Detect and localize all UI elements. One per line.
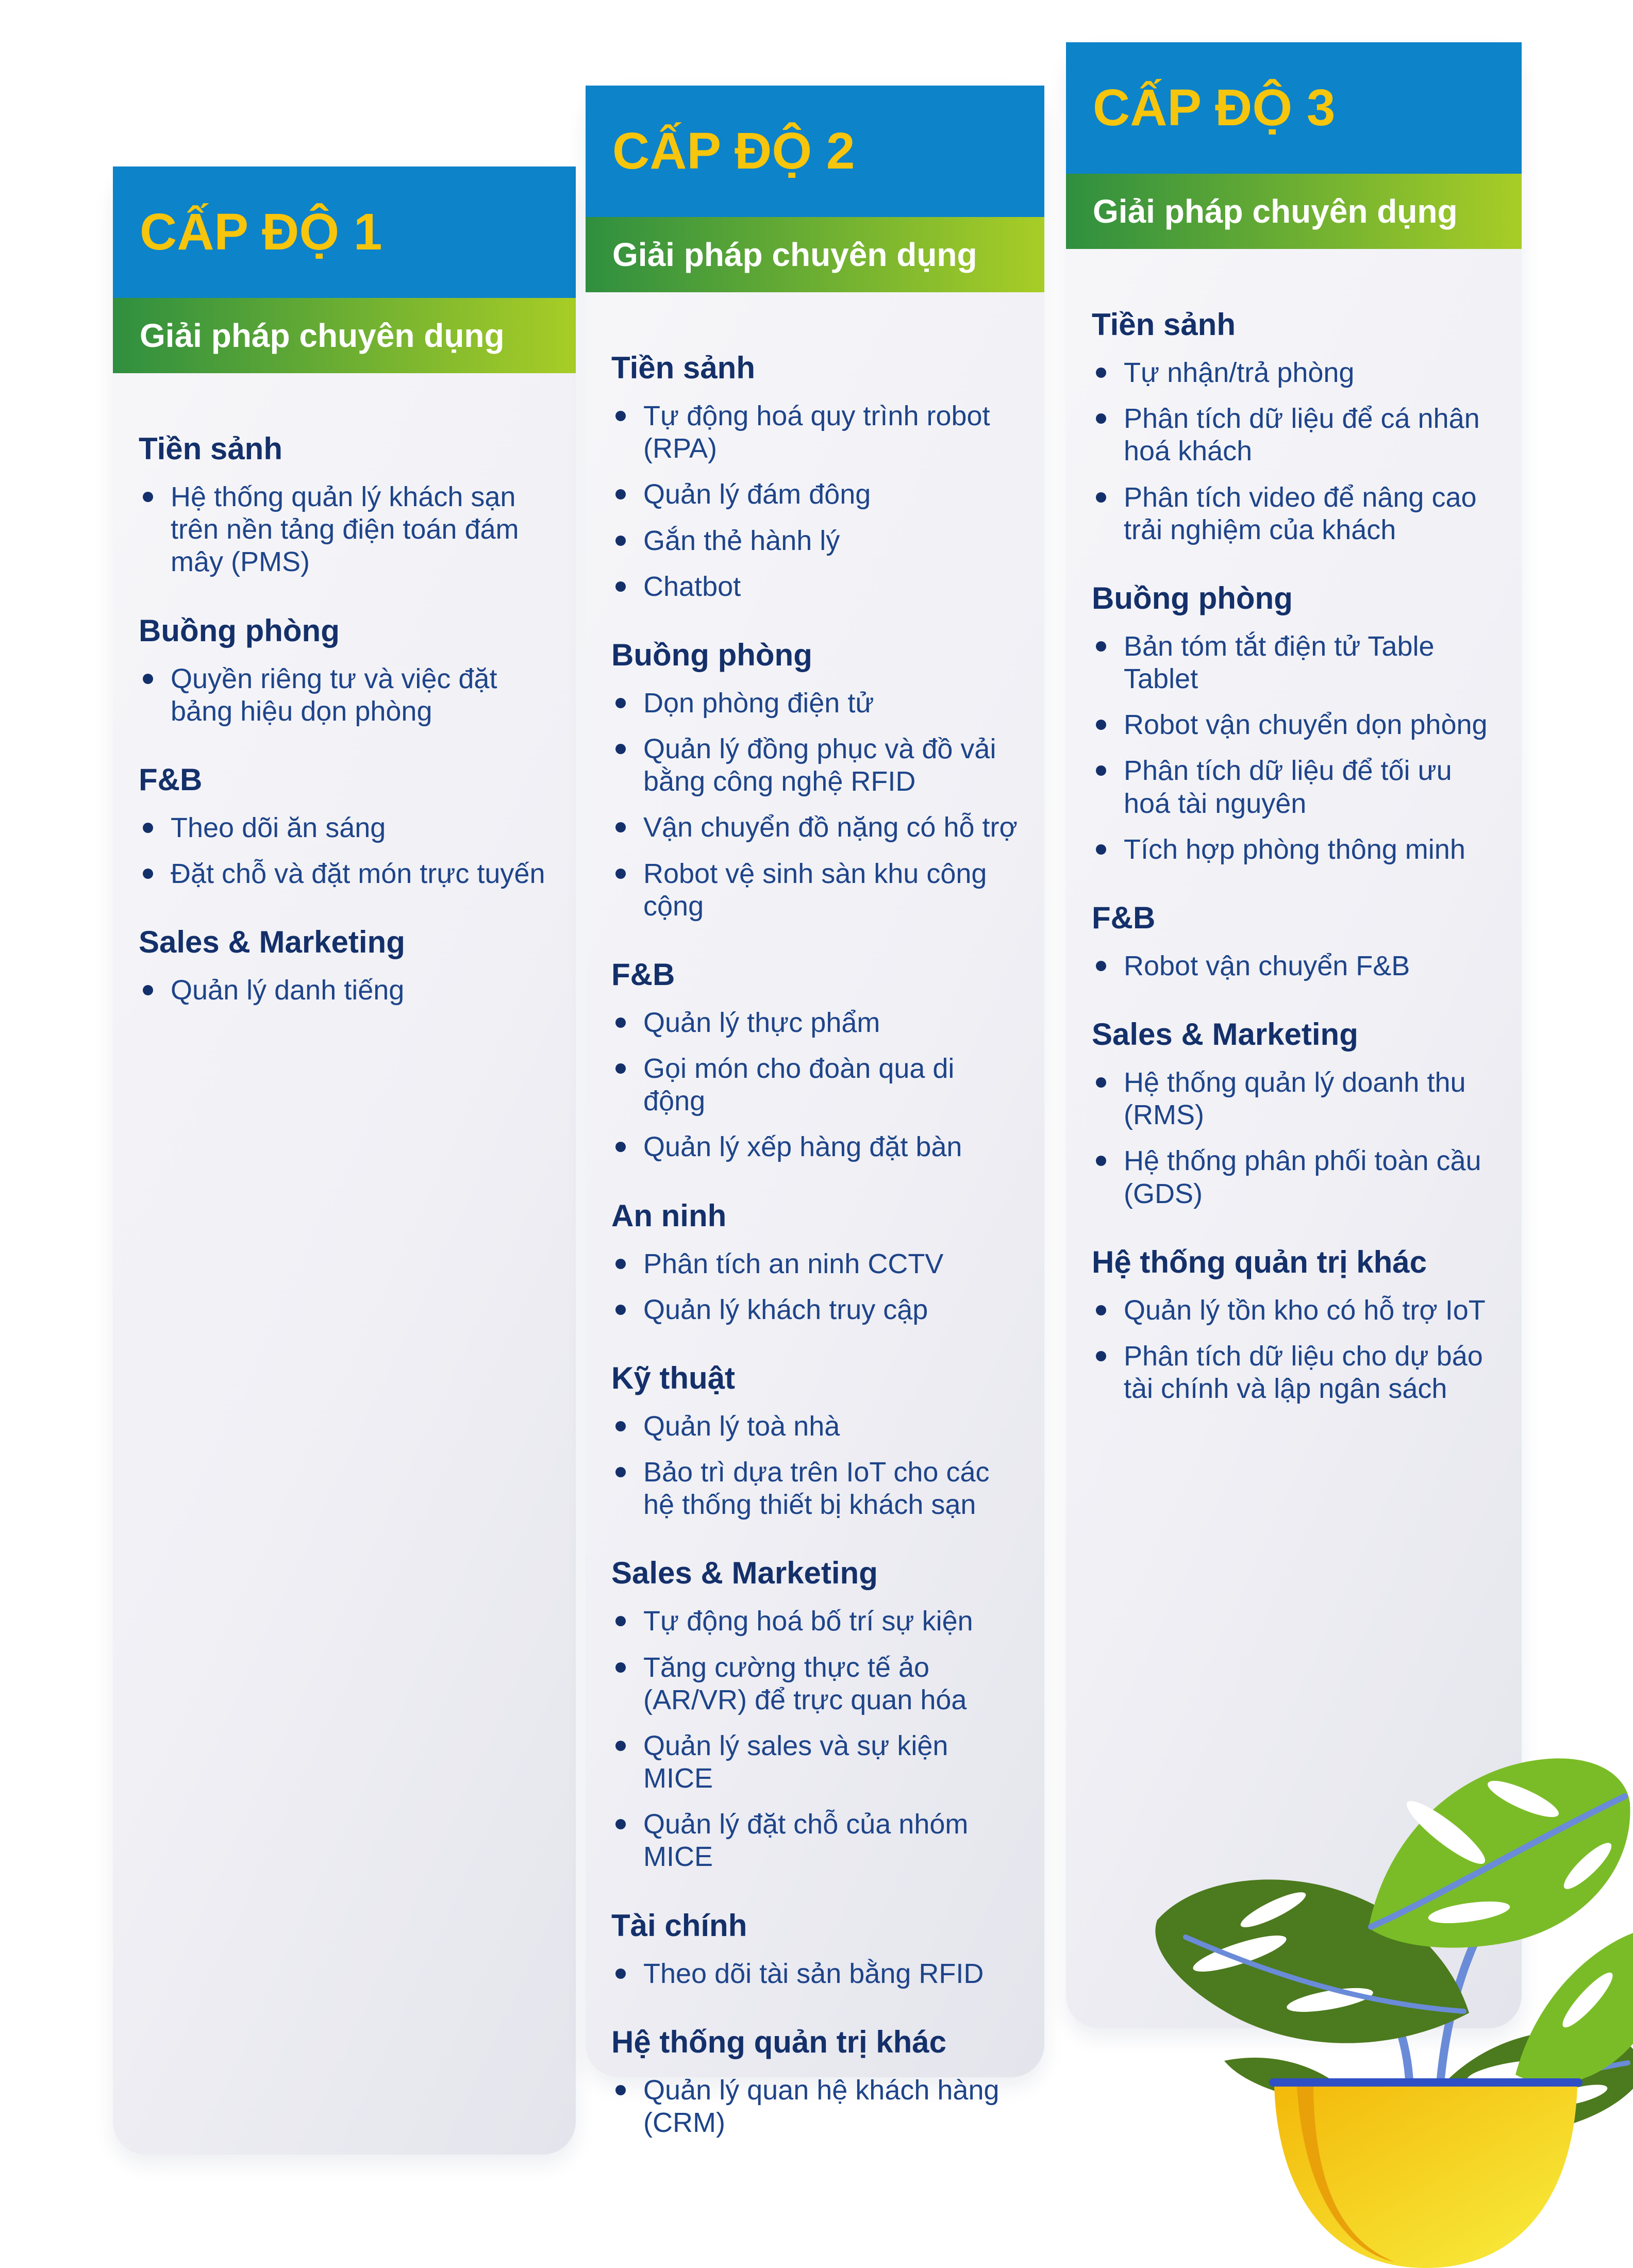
bullet-dot-icon	[1096, 961, 1106, 971]
bullet-dot-icon	[1096, 844, 1106, 855]
solution-text: Tích hợp phòng thông minh	[1124, 833, 1465, 865]
solution-text: Phân tích video để nâng cao trải nghiệm của khách	[1124, 481, 1477, 545]
solution-text: Quản lý toà nhà	[643, 1410, 840, 1442]
solution-list	[611, 1248, 1020, 1326]
bullet-dot-icon	[615, 698, 626, 708]
solution-list	[1092, 950, 1497, 982]
solution-text: Phân tích dữ liệu để tối ưu hoá tài nguyên	[1124, 755, 1452, 819]
solution-text: Hệ thống quản lý doanh thu (RMS)	[1124, 1067, 1466, 1131]
level-subtitle: Giải pháp chuyên dụng	[140, 317, 505, 354]
solution-item	[611, 478, 1020, 511]
solution-text: Tự động hoá bố trí sự kiện	[643, 1606, 973, 1637]
bullet-dot-icon	[615, 1662, 626, 1673]
category-heading: F&B	[611, 957, 675, 992]
solution-text: Chatbot	[643, 571, 741, 602]
category-heading: Hệ thống quản trị khác	[1092, 1244, 1427, 1279]
bullet-dot-icon	[615, 1142, 626, 1152]
solution-item	[1092, 1145, 1497, 1210]
solution-text: Gắn thẻ hành lý	[643, 525, 840, 556]
solution-text: Quản lý đặt chỗ của nhóm MICE	[643, 1809, 969, 1873]
bullet-dot-icon	[615, 869, 626, 879]
solution-text: Tăng cường thực tế ảo (AR/VR) để trực quan hóa	[643, 1652, 967, 1715]
solution-text: Phân tích dữ liệu để cá nhân hoá khách	[1124, 403, 1480, 467]
category-heading: Tài chính	[611, 1908, 747, 1943]
solution-item	[611, 858, 1020, 923]
bullet-dot-icon	[615, 489, 626, 499]
bullet-dot-icon	[615, 1063, 626, 1074]
solution-item	[1092, 630, 1497, 695]
solution-list	[139, 974, 551, 1007]
solution-item	[1092, 709, 1497, 741]
solution-list	[611, 1007, 1020, 1164]
solution-list	[611, 687, 1020, 923]
solution-list	[139, 481, 551, 579]
category-section	[611, 957, 1020, 1164]
bullet-dot-icon	[1096, 1351, 1106, 1361]
bullet-dot-icon	[143, 985, 153, 995]
bullet-dot-icon	[615, 1305, 626, 1315]
category-heading: Sales & Marketing	[1092, 1017, 1358, 1052]
bullet-dot-icon	[615, 822, 626, 832]
category-heading: Sales & Marketing	[139, 925, 405, 960]
bullet-dot-icon	[1096, 720, 1106, 730]
solution-text: Robot vệ sinh sàn khu công cộng	[643, 858, 987, 922]
solution-text: Quản lý danh tiếng	[171, 975, 405, 1006]
bullet-dot-icon	[615, 2085, 626, 2095]
solution-item	[1092, 357, 1497, 389]
solution-list	[139, 812, 551, 890]
solution-item	[611, 733, 1020, 798]
solution-item	[1092, 1340, 1497, 1405]
solution-item	[1092, 403, 1497, 468]
category-heading: Sales & Marketing	[611, 1556, 878, 1591]
solution-item	[611, 811, 1020, 844]
solution-list	[611, 400, 1020, 603]
level-subtitle-bar	[113, 298, 576, 373]
solution-item	[611, 1131, 1020, 1163]
level-card	[113, 166, 576, 2155]
solution-text: Hệ thống quản lý khách sạn trên nền tảng điện toán đám mây (PMS)	[171, 481, 519, 578]
solution-text: Theo dõi ăn sáng	[171, 812, 386, 843]
solution-item	[611, 1294, 1020, 1326]
solution-item	[139, 663, 551, 728]
monstera-leaf-icon	[1369, 1758, 1630, 1947]
category-heading: Buồng phòng	[611, 637, 812, 672]
solution-list	[611, 1410, 1020, 1522]
level-header	[1066, 42, 1522, 174]
category-section	[1092, 1016, 1497, 1210]
solution-text: Phân tích dữ liệu cho dự báo tài chính và lập ngân sách	[1124, 1340, 1483, 1405]
solution-item	[611, 1053, 1020, 1118]
plant-illustration	[1108, 1711, 1633, 2268]
bullet-dot-icon	[1096, 492, 1106, 503]
bullet-dot-icon	[615, 1819, 626, 1829]
solution-item	[611, 1007, 1020, 1039]
level-subtitle-bar	[586, 217, 1044, 292]
solution-text: Quản lý xếp hàng đặt bàn	[643, 1131, 962, 1163]
category-section	[139, 762, 551, 890]
level-title: CẤP ĐỘ 3	[1093, 79, 1336, 137]
bullet-dot-icon	[1096, 1305, 1106, 1315]
category-section	[139, 613, 551, 728]
bullet-dot-icon	[615, 1741, 626, 1751]
category-heading: Kỹ thuật	[611, 1360, 735, 1395]
bullet-dot-icon	[1096, 1156, 1106, 1166]
category-heading: Tiền sảnh	[611, 351, 755, 385]
category-section	[611, 637, 1020, 923]
solution-list	[1092, 630, 1497, 866]
category-section	[1092, 1244, 1497, 1406]
bullet-dot-icon	[1096, 765, 1106, 776]
category-section	[139, 924, 551, 1007]
category-section	[611, 1555, 1020, 1873]
category-section	[611, 1908, 1020, 1990]
bullet-dot-icon	[615, 581, 626, 592]
category-section	[611, 2024, 1020, 2139]
solution-item	[611, 400, 1020, 465]
bullet-dot-icon	[143, 674, 153, 684]
level-body	[113, 373, 576, 1007]
solution-text: Robot vận chuyển dọn phòng	[1124, 709, 1488, 741]
bullet-dot-icon	[615, 411, 626, 421]
solution-item	[611, 1456, 1020, 1521]
level-header	[113, 166, 576, 298]
solution-item	[611, 1808, 1020, 1873]
category-heading: Buồng phòng	[1092, 580, 1293, 615]
level-subtitle: Giải pháp chuyên dụng	[1093, 193, 1458, 230]
solution-item	[1092, 950, 1497, 982]
category-section	[1092, 580, 1497, 866]
category-section	[1092, 307, 1497, 546]
level-header	[586, 86, 1044, 217]
bullet-dot-icon	[1096, 413, 1106, 424]
solution-item	[611, 687, 1020, 720]
solution-item	[611, 1410, 1020, 1443]
solution-text: Quản lý đám đông	[643, 479, 871, 510]
solution-text: Hệ thống phân phối toàn cầu (GDS)	[1124, 1145, 1481, 1209]
bullet-dot-icon	[143, 869, 153, 879]
bullet-dot-icon	[143, 492, 153, 502]
plant-pot-icon	[1269, 2078, 1582, 2268]
solution-list	[611, 1605, 1020, 1873]
solution-list	[611, 1958, 1020, 1990]
solution-text: Quản lý đồng phục và đồ vải bằng công nghệ RFID	[643, 733, 996, 797]
solution-list	[139, 663, 551, 728]
solution-text: Theo dõi tài sản bằng RFID	[643, 1958, 984, 1989]
solution-text: Robot vận chuyển F&B	[1124, 950, 1410, 981]
bullet-dot-icon	[143, 823, 153, 833]
solution-item	[1092, 1294, 1497, 1327]
bullet-dot-icon	[615, 1018, 626, 1028]
solution-item	[139, 481, 551, 579]
solution-list	[1092, 1066, 1497, 1210]
solution-item	[611, 525, 1020, 557]
solution-item	[1092, 481, 1497, 546]
bullet-dot-icon	[1096, 641, 1106, 652]
solution-item	[611, 2074, 1020, 2139]
bullet-dot-icon	[615, 1616, 626, 1626]
solution-item	[611, 1958, 1020, 1990]
category-section	[139, 431, 551, 579]
level-subtitle-bar	[1066, 174, 1522, 249]
solution-item	[1092, 833, 1497, 866]
solution-item	[611, 571, 1020, 603]
level-title: CẤP ĐỘ 2	[612, 122, 855, 180]
solution-text: Quản lý sales và sự kiện MICE	[643, 1730, 948, 1794]
bullet-dot-icon	[615, 1969, 626, 1979]
level-body	[1066, 249, 1522, 1405]
solution-item	[139, 812, 551, 844]
solution-item	[139, 974, 551, 1007]
solution-text: Quyền riêng tư và việc đặt bảng hiệu dọn phòng	[171, 663, 497, 727]
solution-list	[1092, 1294, 1497, 1406]
solution-item	[611, 1248, 1020, 1280]
solution-text: Vận chuyển đồ nặng có hỗ trợ	[643, 812, 1018, 843]
solution-item	[611, 1652, 1020, 1716]
solution-text: Gọi món cho đoàn qua di động	[643, 1053, 955, 1117]
solution-text: Quản lý quan hệ khách hàng (CRM)	[643, 2074, 999, 2138]
solution-text: Tự nhận/trả phòng	[1124, 357, 1355, 388]
solution-text: Quản lý tồn kho có hỗ trợ IoT	[1124, 1294, 1486, 1326]
solution-item	[611, 1605, 1020, 1638]
solution-list	[1092, 357, 1497, 546]
solution-item	[139, 858, 551, 890]
category-section	[611, 1360, 1020, 1522]
solution-text: Bản tóm tắt điện tử Table Tablet	[1124, 630, 1435, 695]
category-heading: F&B	[139, 762, 203, 797]
bullet-dot-icon	[615, 536, 626, 546]
category-section	[1092, 900, 1497, 982]
solution-text: Tự động hoá quy trình robot (RPA)	[643, 401, 990, 464]
bullet-dot-icon	[1096, 368, 1106, 378]
level-title: CẤP ĐỘ 1	[140, 203, 382, 261]
level-card	[586, 86, 1044, 2138]
category-heading: Tiền sảnh	[1092, 307, 1236, 342]
category-heading: Buồng phòng	[139, 613, 340, 648]
solution-text: Bảo trì dựa trên IoT cho các hệ thống thiết bị khách sạn	[643, 1457, 990, 1521]
bullet-dot-icon	[615, 1467, 626, 1477]
solution-text: Phân tích an ninh CCTV	[643, 1248, 944, 1279]
solution-text: Quản lý thực phẩm	[643, 1007, 880, 1038]
solution-item	[1092, 755, 1497, 820]
bullet-dot-icon	[615, 744, 626, 754]
category-heading: An ninh	[611, 1198, 727, 1233]
category-section	[611, 350, 1020, 603]
category-heading: F&B	[1092, 900, 1156, 935]
category-section	[611, 1198, 1020, 1326]
bullet-dot-icon	[1096, 1077, 1106, 1088]
bullet-dot-icon	[615, 1259, 626, 1269]
category-heading: Tiền sảnh	[139, 431, 282, 466]
solution-list	[611, 2074, 1020, 2139]
level-subtitle: Giải pháp chuyên dụng	[612, 236, 977, 273]
solution-item	[611, 1730, 1020, 1795]
solution-text: Đặt chỗ và đặt món trực tuyến	[171, 858, 545, 890]
category-heading: Hệ thống quản trị khác	[611, 2024, 947, 2059]
solution-text: Dọn phòng điện tử	[643, 687, 874, 719]
solution-text: Quản lý khách truy cập	[643, 1294, 928, 1325]
bullet-dot-icon	[615, 1421, 626, 1431]
solution-item	[1092, 1066, 1497, 1131]
level-body	[586, 292, 1044, 2139]
